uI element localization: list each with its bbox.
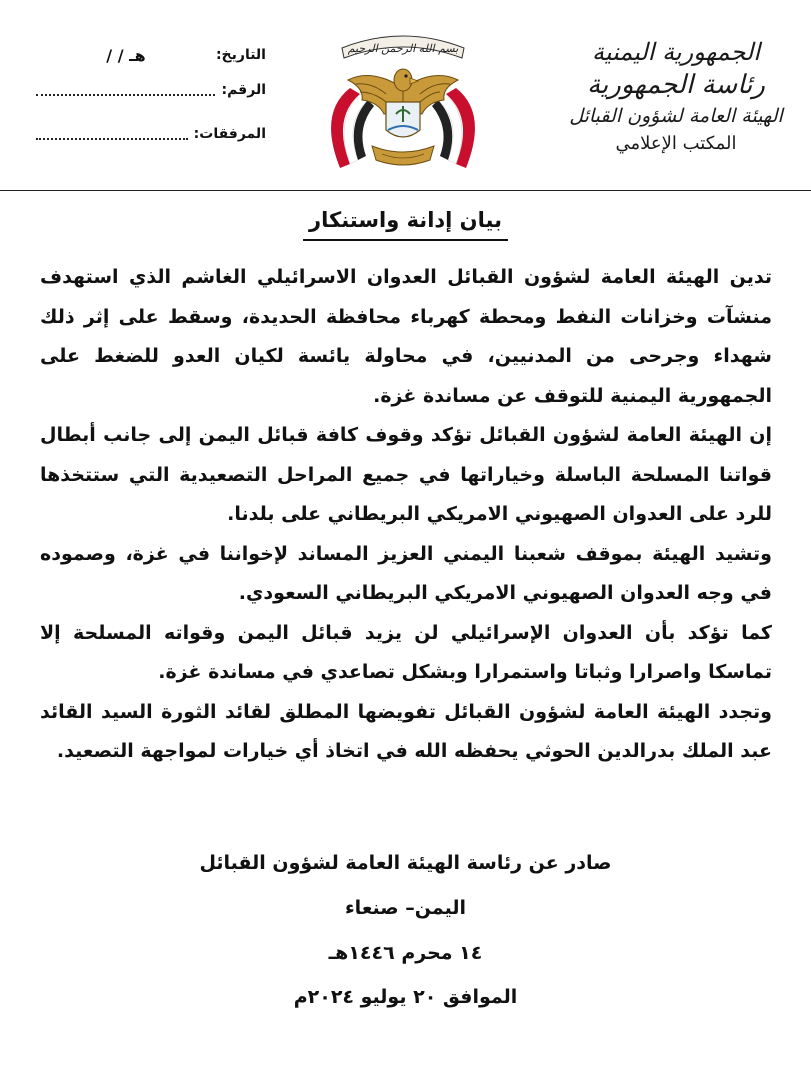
presidency-name: رئاسة الجمهورية [587, 70, 765, 100]
paragraph: كما تؤكد بأن العدوان الإسرائيلي لن يزيد قبائل اليمن وقواته المسلحة إلا تماسكا واصرارا وثباتا واستمرارا وبشكل تصاعدي في مساندة غزة. [40, 621, 772, 683]
attachments-field [36, 112, 266, 156]
republic-name: الجمهورية اليمنية [591, 38, 761, 66]
date-label: التاريخ: [215, 47, 266, 63]
header-divider [0, 190, 811, 191]
attachments-label: المرفقات: [193, 126, 266, 142]
paragraph: وتجدد الهيئة العامة لشؤون القبائل تفويضها المطلق لقائد الثورة السيد القائد عبد الملك بدرالدين الحوثي يحفظه الله في اتخاذ أي خيارات لمواجهة التصعيد. [40, 700, 772, 762]
authority-name: الهيئة العامة لشؤون القبائل [569, 105, 783, 127]
paragraph: وتشيد الهيئة بموقف شعبنا اليمني العزيز المساند لإخواننا في غزة، وصموده في وجه العدوان الصهيوني الامريكي البريطاني السعودي. [40, 542, 772, 604]
statement-title-text: بيان إدانة واستنكار [303, 205, 508, 241]
number-label: الرقم: [221, 82, 266, 98]
hijri-date-line: ١٤ محرم ١٤٤٦هـ [328, 942, 483, 964]
letterhead [0, 0, 811, 192]
paragraph: إن الهيئة العامة لشؤون القبائل تؤكد وقوف كافة قبائل اليمن إلى جانب أبطال قواتنا المسلحة الباسلة وخياراتها في جميع المراحل التصعيدية التي ستتخذها للرد على العدوان الصهيوني الامريكي البريطاني على بلدنا. [40, 424, 772, 525]
number-dotted-line [36, 84, 215, 96]
statement-title [0, 205, 811, 241]
basmala-text: بسم الله الرحمن الرحيم [347, 42, 459, 55]
date-value: / / هـ [106, 45, 146, 65]
date-field [36, 42, 266, 68]
reference-fields [36, 45, 266, 156]
number-field [36, 68, 266, 112]
government-heading [561, 36, 791, 158]
issuer-line: صادر عن رئاسة الهيئة العامة لشؤون القبائل [199, 852, 612, 874]
paragraph: تدين الهيئة العامة لشؤون القبائل العدوان الاسرائيلي الغاشم الذي استهدف منشآت وخزانات النفط ومحطة كهرباء محافظة الحديدة، وسقط على إثر ذلك شهداء وجرحى من المدنيين، في محاولة يائسة لكيان العدو للضغط على الجمهورية اليمنية للتوقف عن مساندة غزة. [40, 266, 772, 407]
place-line: اليمن– صنعاء [344, 897, 467, 919]
media-office-name: المكتب الإعلامي [615, 133, 737, 154]
yemen-eagle-emblem-icon [312, 18, 494, 180]
gregorian-date-line: الموافق ٢٠ يوليو ٢٠٢٤م [293, 986, 518, 1008]
attachments-dotted-line [36, 128, 188, 140]
statement-body [40, 258, 772, 772]
